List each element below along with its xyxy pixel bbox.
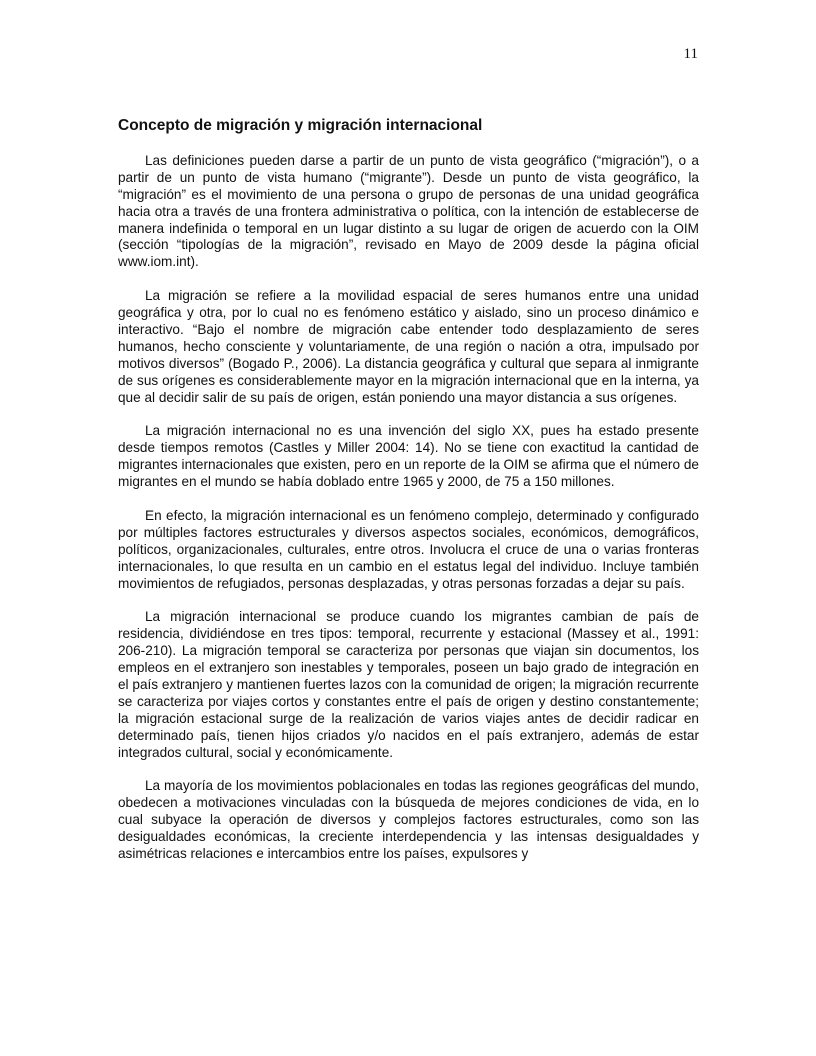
section-heading: Concepto de migración y migración internacional <box>118 117 483 134</box>
document-body <box>118 118 699 880</box>
paragraph-tipos: La migración internacional se produce cuando los migrantes cambian de país de residencia, dividiéndose en tres tipos: temporal, recurrente y estacional (Massey et al., 1991: 206-210). La migración temporal se caracteriza por personas que viajan sin documentos, los empleos en el extranjero son inestables y temporales, poseen un bajo grado de integración en el país extranjero y mantienen fuertes lazos con la comunidad de origen; la migración recurrente se caracteriza por viajes cortos y constantes entre el país de origen y destino constantemente; la migración estacional surge de la realización de varios viajes antes de decidir radicar en determinado país, tienen hijos criados y/o nacidos en el país extranjero, además de estar integrados cultural, social y económicamente. <box>118 609 699 760</box>
paragraph-historia: La migración internacional no es una invención del siglo XX, pues ha estado presente desde tiempos remotos (Castles y Miller 2004: 14). No se tiene con exactitud la cantidad de migrantes internacionales que existen, pero en un reporte de la OIM se afirma que el número de migrantes en el mundo se había doblado entre 1965 y 2000, de 75 a 150 millones. <box>118 423 699 490</box>
paragraph-movilidad: La migración se refiere a la movilidad espacial de seres humanos entre una unidad geográfica y otra, por lo cual no es fenómeno estático y aislado, sino un proceso dinámico e interactivo. “Bajo el nombre de migración cabe entender todo desplazamiento de seres humanos, hecho consciente y voluntariamente, de una región o nación a otra, impulsado por motivos diversos” (Bogado P., 2006). La distancia geográfica y cultural que separa al inmigrante de sus orígenes es considerablemente mayor en la migración internacional que en la interna, ya que al decidir salir de su país de origen, están poniendo una mayor distancia a sus orígenes. <box>118 288 699 405</box>
paragraph-motivaciones: La mayoría de los movimientos poblacionales en todas las regiones geográficas del mundo, obedecen a motivaciones vinculadas con la búsqueda de mejores condiciones de vida, en lo cual subyace la operación de diversos y complejos factores estructurales, como son las desigualdades económicas, la creciente interdependencia y las intensas desigualdades y asimétricas relaciones e intercambios entre los países, expulsores y <box>118 778 699 861</box>
paragraph-definiciones: Las definiciones pueden darse a partir de un punto de vista geográfico (“migración”), o a partir de un punto de vista humano (“migrante”). Desde un punto de vista geográfico, la “migración” es el movimiento de una persona o grupo de personas de una unidad geográfica hacia otra a través de una frontera administrativa o política, con la intención de establecerse de manera indefinida o temporal en un lugar distinto a su lugar de origen de acuerdo con la OIM (sección “tipologías de la migración”, revisado en Mayo de 2009 desde la página oficial www.iom.int). <box>118 152 699 270</box>
paragraph-complejidad: En efecto, la migración internacional es un fenómeno complejo, determinado y configurado por múltiples factores estructurales y diversos aspectos sociales, económicos, demográficos, políticos, organizacionales, culturales, entre otros. Involucra el cruce de una o varias fronteras internacionales, lo que resulta en un cambio en el estatus legal del individuo. Incluye también movimientos de refugiados, personas desplazadas, y otras personas forzadas a dejar su país. <box>118 507 699 591</box>
page-number: 11 <box>683 46 698 62</box>
